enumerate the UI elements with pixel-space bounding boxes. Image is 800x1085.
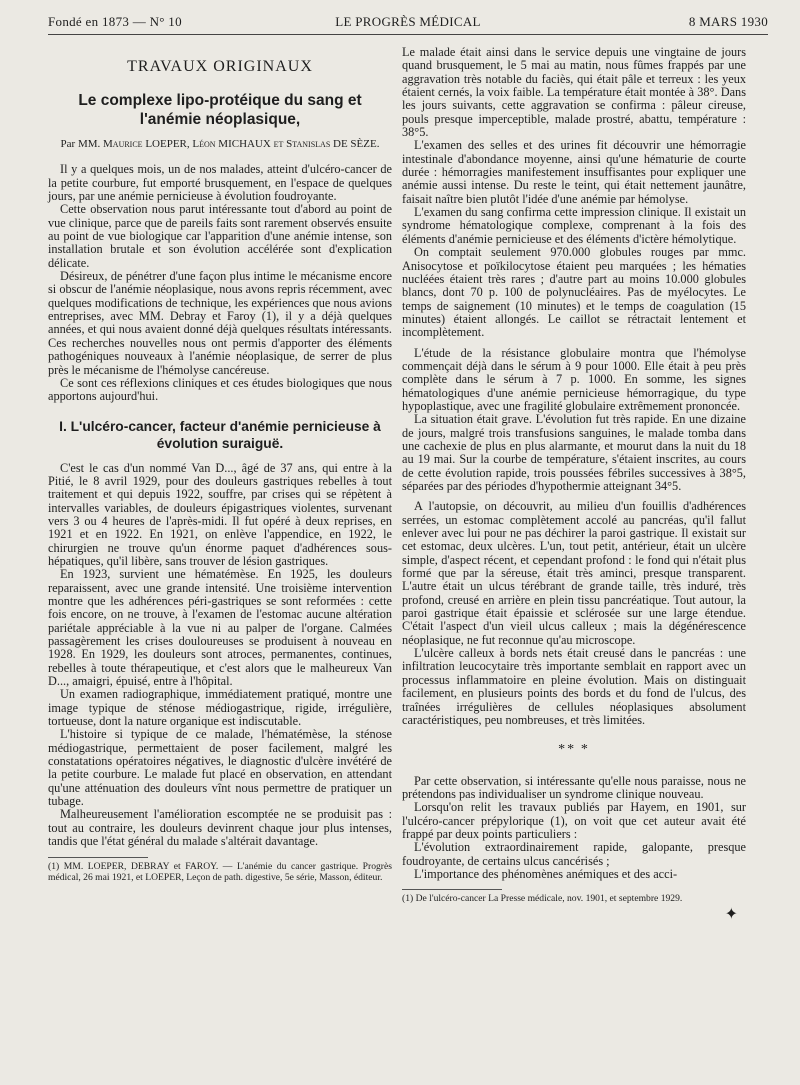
paragraph: Désireux, de pénétrer d'une façon plus intime le mécanisme encore si obscur de l'anémie néoplasique, nous avons repris récemment, avec quelques modifications de technique, les expériences que nous avions entreprises, avec MM. Debray et Faroy (1), il y a déjà quelques années, et qui nous avaient donné déjà quelques résultats intéressants. Ces recherches nouvelles nous ont permis d'apporter des éléments pathogéniques nouveaux à l'anémie néoplasique, de serrer de plus près le mécanisme de l'hémolyse cancéreuse.: [48, 269, 392, 377]
right-column: [402, 46, 746, 922]
authors-names: Maurice LOEPER, Léon MICHAUX et Stanislas DE SÈZE.: [103, 138, 380, 151]
paragraph: Un examen radiographique, immédiatement pratiqué, montre une image typique de sténose médiogastrique, rigide, irrégulière, tortueuse, dont la nature organique est indiscutable.: [48, 687, 392, 729]
paragraph: On comptait seulement 970.000 globules rouges par mmc. Anisocytose et poïkilocytose étaient peu marquées ; les hématies nucléées étaient très rares ; d'autre part au moins 10.000 globules blancs, dont 70 p. 100 de polynucléaires. Pas de myélocytes. Le temps de saignement (10 minutes) et le temps de coagulation (15 minutes) étaient allongés. Le caillot se rétractait lentement et incomplètement.: [402, 245, 746, 340]
paragraph: A l'autopsie, on découvrit, au milieu d'un fouillis d'adhérences serrées, un estomac complètement accolé au pancréas, qu'il fallut enlever avec lui pour ne pas déchirer la paroi gastrique. Il existait sur cet estomac, deux ulcères. L'un, tout petit, antérieur, était un ulcère simple, d'aspect récent, et cependant profond : le fond qui n'était plus formé que par la séreuse, était très aminci, presque transparent. L'autre était un ulcus térébrant de grande taille, très induré, très profond, creusé en arrière en plein tissu pancréatique. Tout autour, la paroi gastrique était épaissie et sclérosée sur une large étendue. C'était l'aspect d'un vieil ulcus calleux ; mais la dégénérescence néoplasique, ne fut reconnue qu'au microscope.: [402, 499, 746, 647]
footnote: (1) De l'ulcéro-cancer La Presse médicale, nov. 1901, et septembre 1929.: [402, 893, 683, 905]
section-subheading: I. L'ulcéro-cancer, facteur d'anémie pernicieuse à évolution suraiguë.: [59, 418, 381, 451]
paragraph: C'est le cas d'un nommé Van D..., âgé de 37 ans, qui entre à la Pitié, le 8 avril 1929, pour des douleurs gastriques rebelles à tout traitement et qui depuis 1922, souffre, par crises qui se répètent à intervalles variables, de douleurs épigastriques violentes, survenant vers 3 ou 4 heures de l'après-midi. Il fut opéré à deux reprises, en 1921 et en 1922. En 1921, on enlève l'appendice, en 1922, le chirurgien ne trouve qu'un énorme paquet d'adhérences sous-hépatiques, qu'il libère, sans trouver de lésion gastriques.: [48, 460, 392, 568]
journal-title: LE PROGRÈS MÉDICAL: [335, 14, 481, 29]
running-head: [48, 14, 768, 34]
paragraph: L'histoire si typique de ce malade, l'hématémèse, la sténose médiogastrique, permettaient de poser facilement, malgré les constatations opératoires négatives, le diagnostic d'ulcère invétéré de la petite courbure. Le malade fut placé en observation, en attendant qu'une atténuation des douleurs vînt nous permettre de pratiquer un tubage.: [48, 727, 392, 809]
footnote-rule: [402, 889, 502, 890]
issue-date: 8 MARS 1930: [688, 14, 768, 29]
paragraph: La situation était grave. L'évolution fut très rapide. En une dizaine de jours, malgré trois transfusions sanguines, le malade tomba dans une cachexie de plus en plus alarmante, et mourut dans la nuit du 18 au 19 mai. Sur la courbe de température, s'étaient inscrites, au cours de cette évolution rapide, trois poussées fébriles successives à 38°5, séparées par des périodes d'hypothermie atteignant 34°5.: [402, 412, 746, 493]
article-authors: [48, 137, 392, 151]
founding-issue-label: Fondé en 1873 — N° 10: [48, 14, 182, 29]
paragraph: Cette observation nous parut intéressante tout d'abord au point de vue clinique, parce que de pareils faits sont rarement observés ensuite au point de vue biologique car l'apparition d'une anémie intense, son installation brutale et son évolution accélérée sont d'explication délicate.: [48, 202, 392, 270]
paragraph: Ce sont ces réflexions cliniques et ces études biologiques que nous apportons aujourd'hui.: [48, 375, 392, 404]
section-heading: TRAVAUX ORIGINAUX: [127, 58, 313, 75]
paragraph: L'ulcère calleux à bords nets était creusé dans le pancréas : une infiltration leucocytaire très importante semblait en rapport avec un processus inflammatoire en pleine évolution. Mais on distinguait facilement, en plusieurs points des bords et du fond de l'ulcus, des traînées irrégulières de cellules néoplasiques absolument caractéristiques, peu nombreuses, et très limitées.: [402, 646, 746, 727]
paragraph: L'examen des selles et des urines fit découvrir une hémorragie intestinale d'abondance moyenne, ainsi qu'une hématurie de courte durée : hémorragies manifestement insuffisantes pour expliquer une anémie aussi intense. Du reste le teint, qui était nettement jaunâtre, faisait naître bien plutôt l'idée d'une anémie par hémolyse.: [402, 138, 746, 206]
paragraph: Lorsqu'on relit les travaux publiés par Hayem, en 1901, sur l'ulcéro-cancer prépylorique (1), on voit que cet auteur avait été frappé par deux points particuliers :: [402, 800, 746, 841]
authors-prefix: Par MM.: [60, 138, 101, 151]
paragraph: Malheureusement l'amélioration escomptée ne se produisit pas : tout au contraire, les douleurs devinrent chaque jour plus intenses, tandis que l'état général du malade s'altérait davantage.: [48, 807, 392, 849]
header-rule: [48, 34, 768, 35]
paragraph: Il y a quelques mois, un de nos malades, atteint d'ulcéro-cancer de la petite courbure, fut emporté brusquement, en l'espace de quelques jours, par une anémie pernicieuse à évolution foudroyante.: [48, 162, 392, 204]
paragraph: Par cette observation, si intéressante qu'elle nous paraisse, nous ne prétendons pas individualiser un syndrome clinique nouveau.: [402, 773, 746, 801]
paragraph: L'étude de la résistance globulaire montra que l'hémolyse commençait déjà dans le sérum à 9 pour 1000. Elle était à peu près complète dans le sérum à 7 p. 1000. En somme, les signes hématologiques d'une anémie pernicieuse hémorragique, du type hypoplastique, avec une fragilité globulaire extrêmement prononcée.: [402, 345, 746, 413]
article-title: Le complexe lipo-protéique du sang et l'anémie néoplasique,: [78, 92, 362, 129]
paragraph: Le malade était ainsi dans le service depuis une vingtaine de jours quand brusquement, le 5 mai au matin, nous fûmes frappés par une aggravation très notable du faciès, qui était pâle et terreux : les yeux étaient cernés, la voix faible. La température était montée à 38°. Dans les jours suivants, cette aggravation se confirma : pâleur cireuse, pouls presque imperceptible, malade prostré, abattu, température : 38°5.: [402, 45, 746, 140]
footnote-rule: [48, 857, 148, 858]
left-column: [48, 46, 392, 883]
paragraph: L'importance des phénomènes anémiques et des acci-: [414, 866, 678, 881]
paragraph: En 1923, survient une hématémèse. En 1925, les douleurs reparaissent, avec une grande intensité. Une troisième intervention montre que les adhérences péri-gastriques se sont reformées : cette fois encore, on ne trouve, à l'examen de l'estomac aucune altération pariétale appréciable à la vue ni au palper de l'organe. Calmées passagèrement les crises douloureuses se produisent à nouveau en 1928. En 1929, les douleurs sont atroces, permanentes, continues, rebelles à toute thérapeutique, et c'est alors que le malheureux Van D..., amaigri, épuisé, entre à l'hôpital.: [48, 567, 392, 689]
footnote: (1) MM. LOEPER, DEBRAY et FAROY. — L'anémie du cancer gastrique. Progrès médical, 26 mai 1921, et LOEPER, Leçon de path. digestive, 5e série, Masson, éditeur.: [48, 860, 392, 883]
paragraph: L'évolution extraordinairement rapide, galopante, presque foudroyante, de certains ulcus cancérisés ;: [402, 840, 746, 868]
asterism-separator: ** *: [558, 742, 590, 758]
end-mark-icon: ✦: [724, 906, 738, 924]
paragraph: L'examen du sang confirma cette impression clinique. Il existait un syndrome hématologique complexe, comprenant à la fois des éléments d'anémie pernicieuse et des éléments d'ictère hémolytique.: [402, 205, 746, 246]
